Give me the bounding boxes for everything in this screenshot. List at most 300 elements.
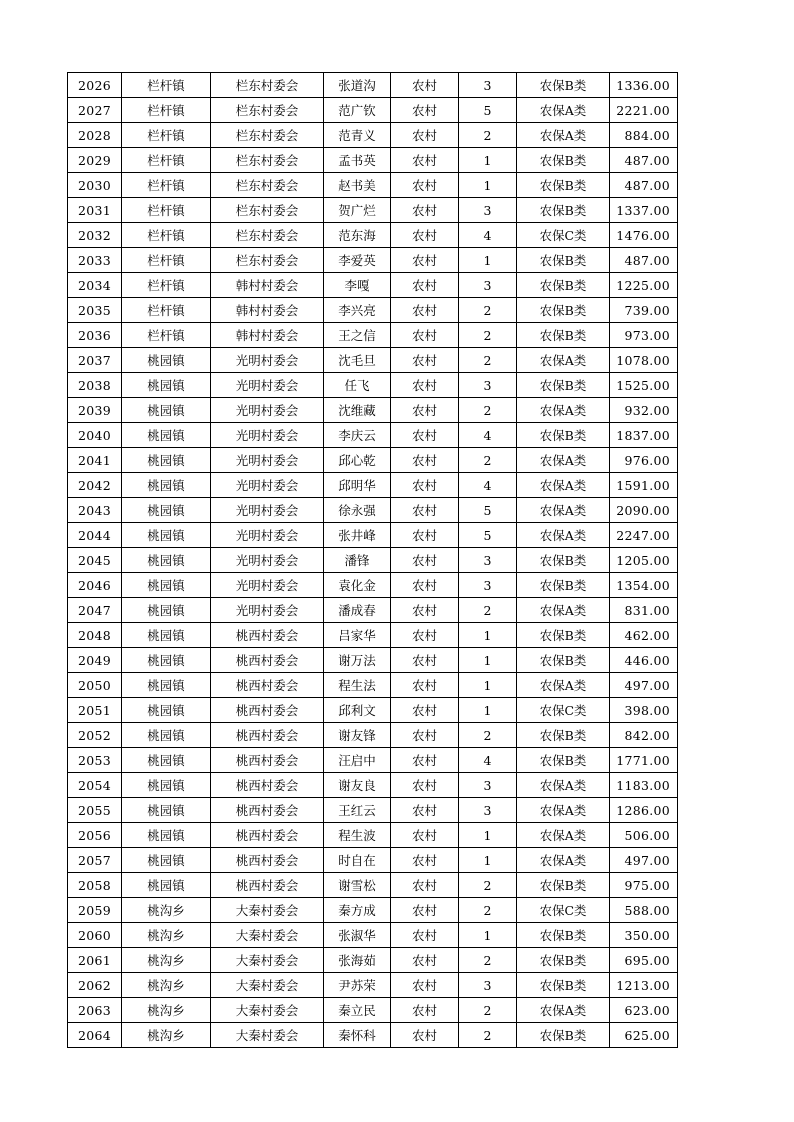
name-cell: 谢万法: [324, 648, 391, 673]
serial-number-cell: 2052: [68, 723, 122, 748]
serial-number-cell: 2046: [68, 573, 122, 598]
village-committee-cell: 桃西村委会: [211, 823, 324, 848]
village-committee-cell: 桃西村委会: [211, 648, 324, 673]
member-count-cell: 1: [459, 848, 517, 873]
village-committee-cell: 大秦村委会: [211, 948, 324, 973]
insurance-class-cell: 农保B类: [517, 148, 610, 173]
member-count-cell: 3: [459, 373, 517, 398]
table-row: [68, 923, 678, 948]
insurance-class-cell: 农保A类: [517, 473, 610, 498]
serial-number-cell: 2030: [68, 173, 122, 198]
amount-cell: 884.00: [610, 123, 678, 148]
serial-number-cell: 2053: [68, 748, 122, 773]
town-cell: 桃园镇: [122, 498, 211, 523]
household-type-cell: 农村: [391, 298, 459, 323]
member-count-cell: 5: [459, 523, 517, 548]
household-type-cell: 农村: [391, 448, 459, 473]
member-count-cell: 4: [459, 748, 517, 773]
insurance-class-cell: 农保B类: [517, 723, 610, 748]
serial-number-cell: 2061: [68, 948, 122, 973]
village-committee-cell: 光明村委会: [211, 548, 324, 573]
amount-cell: 487.00: [610, 248, 678, 273]
table-row: [68, 248, 678, 273]
insurance-class-cell: 农保B类: [517, 273, 610, 298]
name-cell: 张井峰: [324, 523, 391, 548]
table-row: [68, 723, 678, 748]
member-count-cell: 1: [459, 148, 517, 173]
town-cell: 桃沟乡: [122, 923, 211, 948]
village-committee-cell: 桃西村委会: [211, 723, 324, 748]
town-cell: 桃园镇: [122, 623, 211, 648]
household-type-cell: 农村: [391, 198, 459, 223]
town-cell: 栏杆镇: [122, 173, 211, 198]
name-cell: 张淑华: [324, 923, 391, 948]
amount-cell: 1354.00: [610, 573, 678, 598]
name-cell: 李庆云: [324, 423, 391, 448]
member-count-cell: 2: [459, 123, 517, 148]
insurance-class-cell: 农保A类: [517, 523, 610, 548]
town-cell: 桃园镇: [122, 348, 211, 373]
insurance-class-cell: 农保B类: [517, 198, 610, 223]
insurance-class-cell: 农保A类: [517, 398, 610, 423]
table-row: [68, 223, 678, 248]
village-committee-cell: 光明村委会: [211, 498, 324, 523]
household-type-cell: 农村: [391, 323, 459, 348]
town-cell: 桃园镇: [122, 573, 211, 598]
town-cell: 桃园镇: [122, 598, 211, 623]
town-cell: 桃沟乡: [122, 1023, 211, 1048]
town-cell: 桃园镇: [122, 723, 211, 748]
serial-number-cell: 2054: [68, 773, 122, 798]
household-type-cell: 农村: [391, 1023, 459, 1048]
household-type-cell: 农村: [391, 473, 459, 498]
name-cell: 汪启中: [324, 748, 391, 773]
table-row: [68, 623, 678, 648]
amount-cell: 1525.00: [610, 373, 678, 398]
amount-cell: 588.00: [610, 898, 678, 923]
member-count-cell: 3: [459, 573, 517, 598]
insurance-class-cell: 农保C类: [517, 223, 610, 248]
table-row: [68, 823, 678, 848]
member-count-cell: 2: [459, 898, 517, 923]
member-count-cell: 3: [459, 73, 517, 98]
amount-cell: 623.00: [610, 998, 678, 1023]
member-count-cell: 2: [459, 723, 517, 748]
amount-cell: 487.00: [610, 173, 678, 198]
member-count-cell: 1: [459, 673, 517, 698]
insurance-class-cell: 农保A类: [517, 673, 610, 698]
insurance-class-cell: 农保B类: [517, 923, 610, 948]
serial-number-cell: 2051: [68, 698, 122, 723]
household-type-cell: 农村: [391, 748, 459, 773]
name-cell: 谢友锋: [324, 723, 391, 748]
insurance-class-cell: 农保A类: [517, 798, 610, 823]
insurance-class-cell: 农保B类: [517, 298, 610, 323]
member-count-cell: 2: [459, 998, 517, 1023]
member-count-cell: 2: [459, 948, 517, 973]
serial-number-cell: 2055: [68, 798, 122, 823]
village-committee-cell: 栏东村委会: [211, 248, 324, 273]
household-type-cell: 农村: [391, 773, 459, 798]
insurance-class-cell: 农保A类: [517, 598, 610, 623]
table-row: [68, 123, 678, 148]
insurance-class-cell: 农保B类: [517, 648, 610, 673]
town-cell: 桃园镇: [122, 873, 211, 898]
name-cell: 秦怀科: [324, 1023, 391, 1048]
member-count-cell: 4: [459, 423, 517, 448]
table-row: [68, 423, 678, 448]
name-cell: 徐永强: [324, 498, 391, 523]
amount-cell: 1286.00: [610, 798, 678, 823]
town-cell: 栏杆镇: [122, 223, 211, 248]
household-type-cell: 农村: [391, 973, 459, 998]
town-cell: 栏杆镇: [122, 248, 211, 273]
village-committee-cell: 大秦村委会: [211, 923, 324, 948]
amount-cell: 1336.00: [610, 73, 678, 98]
member-count-cell: 3: [459, 198, 517, 223]
village-committee-cell: 大秦村委会: [211, 1023, 324, 1048]
amount-cell: 625.00: [610, 1023, 678, 1048]
amount-cell: 1837.00: [610, 423, 678, 448]
table-row: [68, 523, 678, 548]
serial-number-cell: 2060: [68, 923, 122, 948]
insurance-class-cell: 农保B类: [517, 73, 610, 98]
table-row: [68, 98, 678, 123]
table-row: [68, 548, 678, 573]
member-count-cell: 1: [459, 923, 517, 948]
amount-cell: 932.00: [610, 398, 678, 423]
household-type-cell: 农村: [391, 98, 459, 123]
serial-number-cell: 2031: [68, 198, 122, 223]
serial-number-cell: 2056: [68, 823, 122, 848]
village-committee-cell: 韩村村委会: [211, 323, 324, 348]
amount-cell: 1225.00: [610, 273, 678, 298]
name-cell: 邱心乾: [324, 448, 391, 473]
household-type-cell: 农村: [391, 223, 459, 248]
insurance-class-cell: 农保A类: [517, 498, 610, 523]
town-cell: 桃园镇: [122, 423, 211, 448]
name-cell: 时自在: [324, 848, 391, 873]
serial-number-cell: 2032: [68, 223, 122, 248]
insurance-class-cell: 农保B类: [517, 248, 610, 273]
town-cell: 桃园镇: [122, 798, 211, 823]
insurance-class-cell: 农保A类: [517, 848, 610, 873]
table-row: [68, 798, 678, 823]
serial-number-cell: 2029: [68, 148, 122, 173]
household-type-cell: 农村: [391, 998, 459, 1023]
household-type-cell: 农村: [391, 598, 459, 623]
amount-cell: 2247.00: [610, 523, 678, 548]
name-cell: 范青义: [324, 123, 391, 148]
insurance-class-cell: 农保B类: [517, 948, 610, 973]
name-cell: 范广钦: [324, 98, 391, 123]
household-type-cell: 农村: [391, 398, 459, 423]
town-cell: 桃园镇: [122, 473, 211, 498]
name-cell: 孟书英: [324, 148, 391, 173]
village-committee-cell: 光明村委会: [211, 473, 324, 498]
town-cell: 桃园镇: [122, 648, 211, 673]
serial-number-cell: 2036: [68, 323, 122, 348]
village-committee-cell: 桃西村委会: [211, 773, 324, 798]
village-committee-cell: 大秦村委会: [211, 898, 324, 923]
household-type-cell: 农村: [391, 623, 459, 648]
household-type-cell: 农村: [391, 173, 459, 198]
town-cell: 桃沟乡: [122, 998, 211, 1023]
village-committee-cell: 桃西村委会: [211, 698, 324, 723]
household-type-cell: 农村: [391, 698, 459, 723]
village-committee-cell: 光明村委会: [211, 398, 324, 423]
amount-cell: 2221.00: [610, 98, 678, 123]
household-type-cell: 农村: [391, 798, 459, 823]
name-cell: 张道沟: [324, 73, 391, 98]
insurance-class-cell: 农保B类: [517, 873, 610, 898]
insurance-class-cell: 农保A类: [517, 998, 610, 1023]
insurance-class-cell: 农保B类: [517, 748, 610, 773]
member-count-cell: 3: [459, 273, 517, 298]
serial-number-cell: 2048: [68, 623, 122, 648]
household-type-cell: 农村: [391, 273, 459, 298]
household-type-cell: 农村: [391, 348, 459, 373]
village-committee-cell: 光明村委会: [211, 423, 324, 448]
village-committee-cell: 栏东村委会: [211, 223, 324, 248]
roster-table-body: [68, 73, 678, 1048]
serial-number-cell: 2038: [68, 373, 122, 398]
member-count-cell: 1: [459, 698, 517, 723]
member-count-cell: 5: [459, 98, 517, 123]
village-committee-cell: 大秦村委会: [211, 973, 324, 998]
household-type-cell: 农村: [391, 823, 459, 848]
table-row: [68, 298, 678, 323]
serial-number-cell: 2039: [68, 398, 122, 423]
table-row: [68, 973, 678, 998]
household-type-cell: 农村: [391, 948, 459, 973]
member-count-cell: 3: [459, 973, 517, 998]
insurance-class-cell: 农保B类: [517, 548, 610, 573]
name-cell: 谢友良: [324, 773, 391, 798]
household-type-cell: 农村: [391, 723, 459, 748]
household-type-cell: 农村: [391, 898, 459, 923]
member-count-cell: 2: [459, 448, 517, 473]
name-cell: 王之信: [324, 323, 391, 348]
amount-cell: 975.00: [610, 873, 678, 898]
name-cell: 李兴亮: [324, 298, 391, 323]
serial-number-cell: 2043: [68, 498, 122, 523]
table-row: [68, 448, 678, 473]
household-type-cell: 农村: [391, 123, 459, 148]
amount-cell: 446.00: [610, 648, 678, 673]
serial-number-cell: 2057: [68, 848, 122, 873]
village-committee-cell: 栏东村委会: [211, 123, 324, 148]
amount-cell: 831.00: [610, 598, 678, 623]
table-row: [68, 848, 678, 873]
town-cell: 桃沟乡: [122, 973, 211, 998]
town-cell: 栏杆镇: [122, 73, 211, 98]
table-row: [68, 748, 678, 773]
town-cell: 桃园镇: [122, 373, 211, 398]
household-type-cell: 农村: [391, 523, 459, 548]
serial-number-cell: 2026: [68, 73, 122, 98]
village-committee-cell: 栏东村委会: [211, 173, 324, 198]
serial-number-cell: 2042: [68, 473, 122, 498]
member-count-cell: 2: [459, 598, 517, 623]
amount-cell: 497.00: [610, 673, 678, 698]
serial-number-cell: 2049: [68, 648, 122, 673]
amount-cell: 1337.00: [610, 198, 678, 223]
name-cell: 沈维藏: [324, 398, 391, 423]
village-committee-cell: 韩村村委会: [211, 273, 324, 298]
amount-cell: 1205.00: [610, 548, 678, 573]
insurance-class-cell: 农保B类: [517, 973, 610, 998]
table-row: [68, 673, 678, 698]
insurance-class-cell: 农保A类: [517, 98, 610, 123]
amount-cell: 1213.00: [610, 973, 678, 998]
serial-number-cell: 2064: [68, 1023, 122, 1048]
member-count-cell: 2: [459, 323, 517, 348]
serial-number-cell: 2028: [68, 123, 122, 148]
town-cell: 栏杆镇: [122, 148, 211, 173]
table-row: [68, 873, 678, 898]
name-cell: 邱明华: [324, 473, 391, 498]
town-cell: 桃园镇: [122, 673, 211, 698]
village-committee-cell: 光明村委会: [211, 598, 324, 623]
serial-number-cell: 2035: [68, 298, 122, 323]
amount-cell: 1078.00: [610, 348, 678, 373]
table-row: [68, 373, 678, 398]
member-count-cell: 2: [459, 348, 517, 373]
name-cell: 张海茹: [324, 948, 391, 973]
town-cell: 桃园镇: [122, 848, 211, 873]
table-row: [68, 148, 678, 173]
member-count-cell: 1: [459, 648, 517, 673]
name-cell: 谢雪松: [324, 873, 391, 898]
table-row: [68, 398, 678, 423]
household-type-cell: 农村: [391, 673, 459, 698]
insurance-class-cell: 农保C类: [517, 898, 610, 923]
name-cell: 赵书美: [324, 173, 391, 198]
village-committee-cell: 光明村委会: [211, 348, 324, 373]
insurance-class-cell: 农保A类: [517, 348, 610, 373]
table-row: [68, 998, 678, 1023]
amount-cell: 1591.00: [610, 473, 678, 498]
town-cell: 桃园镇: [122, 773, 211, 798]
amount-cell: 973.00: [610, 323, 678, 348]
serial-number-cell: 2033: [68, 248, 122, 273]
table-row: [68, 473, 678, 498]
member-count-cell: 1: [459, 173, 517, 198]
household-type-cell: 农村: [391, 73, 459, 98]
name-cell: 袁化金: [324, 573, 391, 598]
name-cell: 潘锋: [324, 548, 391, 573]
household-type-cell: 农村: [391, 923, 459, 948]
household-type-cell: 农村: [391, 848, 459, 873]
amount-cell: 842.00: [610, 723, 678, 748]
insurance-class-cell: 农保B类: [517, 1023, 610, 1048]
town-cell: 栏杆镇: [122, 123, 211, 148]
village-committee-cell: 栏东村委会: [211, 198, 324, 223]
table-row: [68, 598, 678, 623]
insurance-class-cell: 农保B类: [517, 623, 610, 648]
amount-cell: 497.00: [610, 848, 678, 873]
village-committee-cell: 桃西村委会: [211, 623, 324, 648]
name-cell: 任飞: [324, 373, 391, 398]
table-row: [68, 698, 678, 723]
name-cell: 程生波: [324, 823, 391, 848]
amount-cell: 506.00: [610, 823, 678, 848]
town-cell: 桃园镇: [122, 548, 211, 573]
household-type-cell: 农村: [391, 373, 459, 398]
member-count-cell: 1: [459, 823, 517, 848]
name-cell: 秦立民: [324, 998, 391, 1023]
table-row: [68, 273, 678, 298]
town-cell: 桃园镇: [122, 823, 211, 848]
member-count-cell: 2: [459, 398, 517, 423]
member-count-cell: 3: [459, 798, 517, 823]
village-committee-cell: 光明村委会: [211, 523, 324, 548]
insurance-class-cell: 农保A类: [517, 773, 610, 798]
village-committee-cell: 桃西村委会: [211, 748, 324, 773]
town-cell: 栏杆镇: [122, 98, 211, 123]
village-committee-cell: 桃西村委会: [211, 848, 324, 873]
name-cell: 王红云: [324, 798, 391, 823]
serial-number-cell: 2044: [68, 523, 122, 548]
name-cell: 范东海: [324, 223, 391, 248]
table-row: [68, 773, 678, 798]
serial-number-cell: 2059: [68, 898, 122, 923]
name-cell: 吕家华: [324, 623, 391, 648]
insurance-class-cell: 农保C类: [517, 698, 610, 723]
name-cell: 沈毛旦: [324, 348, 391, 373]
name-cell: 程生法: [324, 673, 391, 698]
town-cell: 桃园镇: [122, 698, 211, 723]
member-count-cell: 2: [459, 1023, 517, 1048]
name-cell: 秦方成: [324, 898, 391, 923]
amount-cell: 976.00: [610, 448, 678, 473]
amount-cell: 462.00: [610, 623, 678, 648]
member-count-cell: 1: [459, 248, 517, 273]
member-count-cell: 5: [459, 498, 517, 523]
town-cell: 栏杆镇: [122, 198, 211, 223]
serial-number-cell: 2063: [68, 998, 122, 1023]
insurance-class-cell: 农保A类: [517, 823, 610, 848]
insurance-class-cell: 农保B类: [517, 573, 610, 598]
member-count-cell: 4: [459, 473, 517, 498]
table-row: [68, 648, 678, 673]
household-type-cell: 农村: [391, 648, 459, 673]
serial-number-cell: 2040: [68, 423, 122, 448]
household-type-cell: 农村: [391, 873, 459, 898]
household-type-cell: 农村: [391, 148, 459, 173]
village-committee-cell: 大秦村委会: [211, 998, 324, 1023]
household-type-cell: 农村: [391, 573, 459, 598]
table-row: [68, 1023, 678, 1048]
town-cell: 桃园镇: [122, 448, 211, 473]
village-committee-cell: 韩村村委会: [211, 298, 324, 323]
insurance-class-cell: 农保B类: [517, 173, 610, 198]
amount-cell: 1476.00: [610, 223, 678, 248]
member-count-cell: 2: [459, 298, 517, 323]
household-type-cell: 农村: [391, 248, 459, 273]
table-row: [68, 323, 678, 348]
amount-cell: 695.00: [610, 948, 678, 973]
table-row: [68, 73, 678, 98]
serial-number-cell: 2050: [68, 673, 122, 698]
town-cell: 桃园镇: [122, 523, 211, 548]
table-row: [68, 573, 678, 598]
table-row: [68, 898, 678, 923]
insurance-class-cell: 农保A类: [517, 448, 610, 473]
village-committee-cell: 栏东村委会: [211, 148, 324, 173]
name-cell: 邱利文: [324, 698, 391, 723]
